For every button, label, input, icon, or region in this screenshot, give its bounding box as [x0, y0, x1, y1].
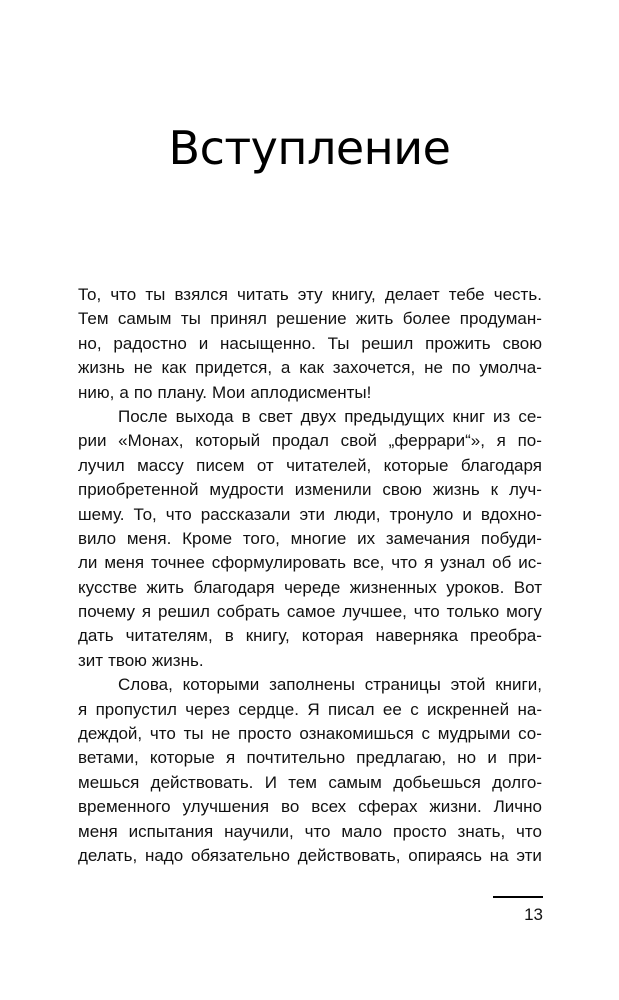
page-number: 13: [524, 905, 543, 924]
text-line: делать, надо обязательно действовать, опираясь на эти: [78, 845, 542, 865]
text-line: временного улучшения во всех сферах жизни. Лично: [78, 797, 542, 817]
text-line: зит твою жизнь.: [78, 650, 204, 670]
text-line: То, что ты взялся читать эту книгу, делает тебе честь.: [78, 285, 542, 304]
text-line: ветами, которые я почтительно предлагаю, но и при-: [78, 748, 542, 768]
text-line: шему. То, что рассказали эти люди, тронуло и вдохно-: [78, 504, 542, 524]
text-line: кусстве жить благодаря череде жизненных уроков. Вот: [78, 577, 542, 597]
text-line: вило меня. Кроме того, многие их замечания побуди-: [78, 528, 542, 548]
body-text: [78, 283, 542, 868]
text-line: мешься действовать. И тем самым добьешься долго-: [78, 772, 542, 792]
text-line: Слова, которыми заполнены страницы этой книги,: [118, 675, 542, 695]
chapter-title: Вступление: [168, 121, 451, 175]
text-line: приобретенной мудрости изменили свою жизнь к луч-: [78, 480, 542, 500]
text-line: меня испытания научили, что мало просто знать, что: [78, 821, 542, 841]
text-line: нию, а по плану. Мои аплодисменты!: [78, 382, 372, 402]
text-line: лучил массу писем от читателей, которые благодаря: [78, 455, 542, 475]
text-line: почему я решил собрать самое лучшее, что только могу: [78, 602, 542, 622]
page-number-rule: [493, 896, 543, 898]
text-line: жизнь не как придется, а как захочется, не по умолча-: [78, 358, 542, 378]
text-line: Тем самым ты принял решение жить более продуман-: [78, 309, 542, 329]
text-line: рии «Монах, который продал свой „феррари“», я по-: [78, 431, 542, 451]
text-line: дать читателям, в книгу, которая наверняка преобра-: [78, 626, 542, 646]
text-line: я пропустил через сердце. Я писал ее с искренней на-: [78, 699, 542, 719]
text-line: но, радостно и насыщенно. Ты решил прожить свою: [78, 333, 542, 353]
text-line: ли меня точнее сформулировать все, что я узнал об ис-: [78, 553, 542, 573]
text-line: После выхода в свет двух предыдущих книг из се-: [118, 406, 542, 426]
text-line: деждой, что ты не просто ознакомишься с мудрыми со-: [78, 724, 542, 744]
